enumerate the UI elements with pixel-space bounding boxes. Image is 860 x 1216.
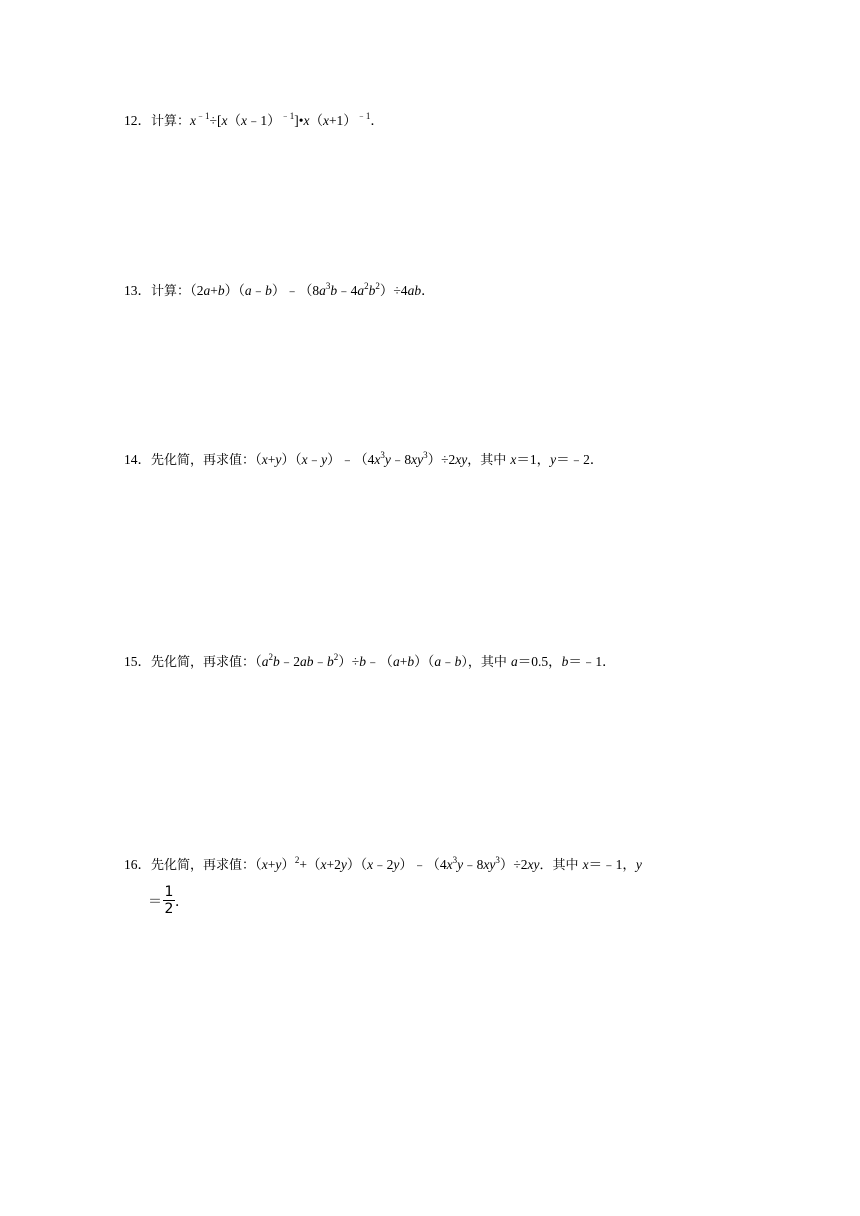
problem-13 <box>124 279 744 304</box>
equals-sign: ＝ <box>148 894 162 910</box>
problem-number: 15． <box>124 654 151 669</box>
fraction-denominator: 2 <box>164 901 174 917</box>
fraction-one-half <box>163 884 175 917</box>
problem-16 <box>124 853 744 878</box>
problem-instruction: 先化简，再求值： <box>151 858 256 873</box>
problem-expression: $(x+y)^2+(x+2y)(x﹣2y)﹣(4x^3y﹣8xy^3)\div 2xy$．其中 x＝﹣1，y <box>255 855 642 873</box>
problem-number: 14． <box>124 452 151 467</box>
fraction-numerator: 1 <box>164 884 174 900</box>
problem-expression: $(x+y)(x﹣y)﹣(4x^3y﹣8xy^3)\div 2xy$，其中 x＝1，y＝﹣2． <box>255 450 604 468</box>
problem-instruction: 计算： <box>151 284 191 299</box>
problem-12 <box>124 109 744 134</box>
period: ． <box>175 894 189 910</box>
problem-instruction: 先化简，再求值： <box>151 453 256 468</box>
problem-expression: $(2a+b)(a﹣b)﹣(8a^3b﹣4a^2b^2)\div 4ab$． <box>190 281 435 298</box>
problem-instruction: 先化简，再求值： <box>151 655 256 670</box>
problem-number: 16． <box>124 857 151 872</box>
problem-16-continuation <box>148 884 189 917</box>
problem-instruction: 计算： <box>151 114 191 129</box>
problem-15 <box>124 650 744 675</box>
problem-expression: $x^{﹣1}\div[x(x﹣1)^{﹣1}]•x(x+1)^{﹣1}$． <box>190 111 384 128</box>
problem-14 <box>124 448 744 473</box>
problem-number: 12． <box>124 113 151 128</box>
problem-number: 13． <box>124 283 151 298</box>
problem-expression: $(a^2b﹣2ab﹣b^2)\div b﹣(a+b)(a﹣b)$，其中 a＝0.5，b＝﹣1． <box>255 652 616 670</box>
